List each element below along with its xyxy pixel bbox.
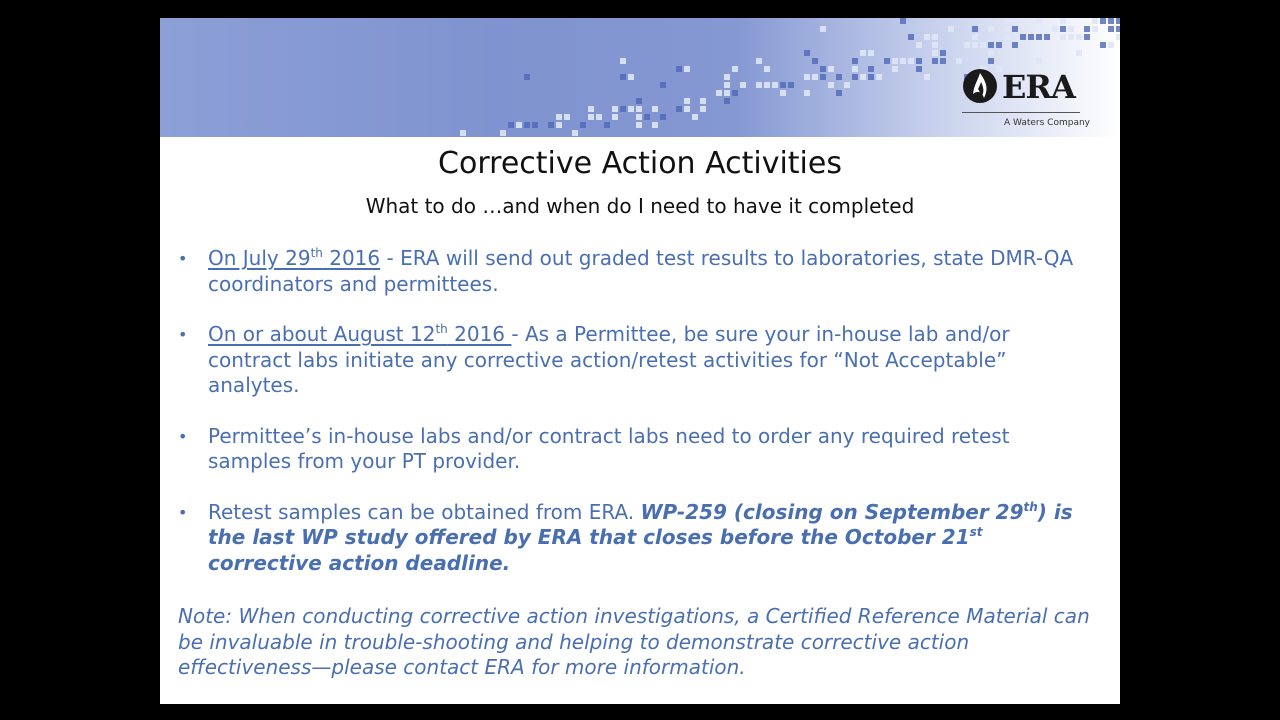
logo-subtitle: A Waters Company bbox=[1004, 118, 1090, 128]
bullet-date: On or about August 12th 2016 bbox=[208, 322, 512, 346]
bullet-text: - ERA will send out graded test results to laboratories, state DMR-QA coordinators and permittees. bbox=[208, 246, 1074, 296]
bullet-list bbox=[178, 246, 1098, 601]
bullet-item bbox=[178, 500, 1098, 577]
bullet-date: On July 29th 2016 bbox=[208, 246, 381, 270]
bullet-marker: • bbox=[178, 249, 188, 268]
header-banner bbox=[160, 18, 1120, 137]
logo-divider bbox=[962, 112, 1080, 113]
slide bbox=[160, 18, 1120, 704]
note-text: Note: When conducting corrective action investigations, a Certified Reference Material can be invaluable in trouble-shooting and helping to demonstrate corrective action effectiveness—please contact ERA for more information. bbox=[178, 604, 1090, 679]
bullet-text: Permittee’s in-house labs and/or contract labs need to order any required retest samples from your PT provider. bbox=[208, 423, 1010, 473]
era-logo bbox=[962, 68, 1090, 134]
era-flame-icon bbox=[962, 68, 998, 104]
bullet-emphasis: WP-259 (closing on September 29th) is the last WP study offered by ERA that closes before the October 21st corrective action deadline. bbox=[208, 499, 1073, 575]
bullet-marker: • bbox=[178, 325, 188, 344]
bullet-marker: • bbox=[178, 502, 188, 522]
bullet-text: - As a Permittee, be sure your in-house lab and/or contract labs initiate any corrective action/retest activities for “Not Acceptable” analytes. bbox=[208, 322, 1010, 397]
bullet-item bbox=[178, 246, 1098, 297]
logo-text: ERA bbox=[1002, 68, 1075, 106]
bullet-item bbox=[178, 424, 1098, 475]
bullet-text: Retest samples can be obtained from ERA. bbox=[208, 499, 641, 524]
slide-title: Corrective Action Activities bbox=[438, 146, 842, 181]
bullet-marker: • bbox=[178, 426, 188, 446]
bullet-item bbox=[178, 322, 1098, 399]
slide-subtitle: What to do …and when do I need to have it completed bbox=[365, 194, 915, 218]
